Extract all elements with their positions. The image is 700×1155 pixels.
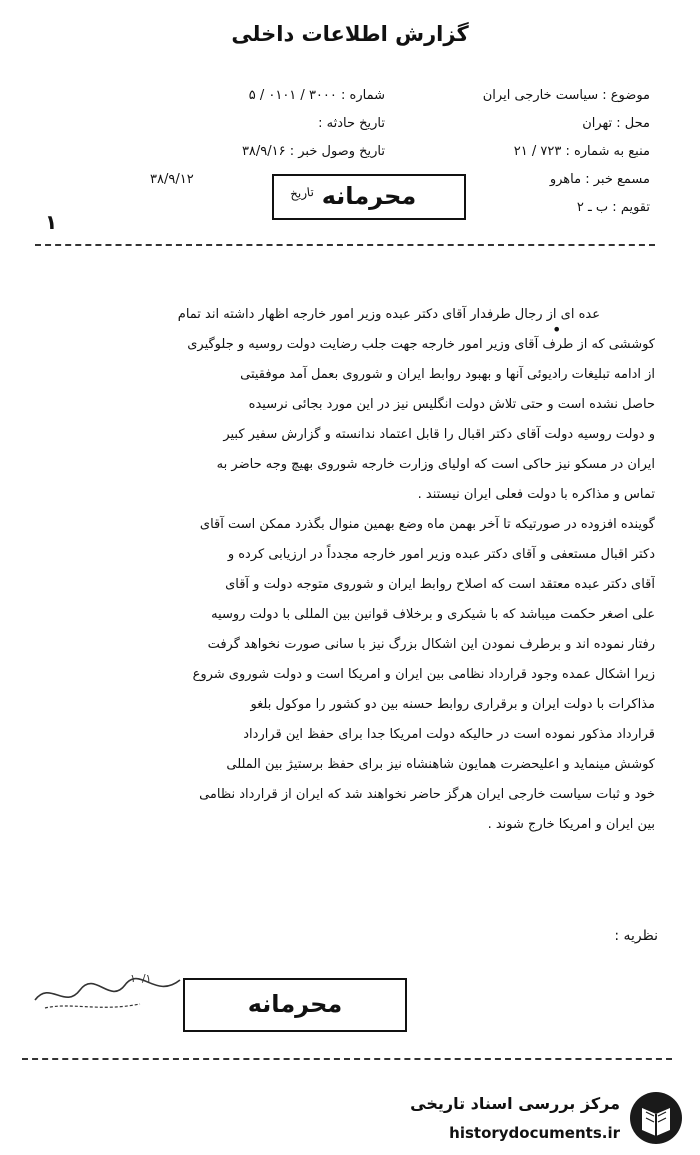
meta-source-number: منبع به شماره : ۷۲۳ / ۲۱ <box>513 144 650 159</box>
body-line: ایران در مسکو نیز حاکی است که اولیای وزارت خارجه شوروی بهیچ وجه حاضر به <box>216 457 655 472</box>
website-url: historydocuments.ir <box>449 1124 620 1142</box>
body-line: آقای دکتر عبده معتقد است که اصلاح روابط ایران و شوروی متوجه دولت و آقای <box>225 577 655 592</box>
body-line: عده ای از رجال طرفدار آقای دکتر عبده وزیر امور خارجه اظهار داشته اند تمام <box>177 307 600 322</box>
body-line: کوششی که از طرف آقای وزیر امور خارجه جهت جلب رضایت دولت روسیه و جلوگیری <box>187 337 655 352</box>
meta-second-date: ۳۸/۹/۱۲ <box>150 172 194 187</box>
confidential-stamp-bottom: محرمانه <box>183 978 407 1032</box>
body-line: تماس و مذاکره با دولت فعلی ایران نیستند . <box>417 487 655 502</box>
bottom-divider <box>22 1058 672 1060</box>
body-line: و دولت روسیه دولت آقای دکتر اقبال را قابل اعتماد ندانسته و گزارش سفیر کبیر <box>223 427 655 442</box>
body-line: از ادامه تبلیغات رادیوئی آنها و بهبود روابط ایران و شوروی بعمل آمد موفقیتی <box>240 367 655 382</box>
body-line: خود و ثبات سیاست خارجی ایران هرگز حاضر نخواهند شد که ایران از قرارداد نظامی <box>199 787 655 802</box>
meta-location: محل : تهران <box>582 116 650 131</box>
book-logo-icon <box>628 1090 684 1146</box>
body-line: دکتر اقبال مستعفی و آقای دکتر عبده وزیر امور خارجه مجدداً در ارزیابی کرده و <box>227 547 655 562</box>
confidential-stamp-top: محرمانه <box>272 174 466 220</box>
meta-reporter: مسمع خبر : ماهرو <box>549 172 650 187</box>
body-line: مذاکرات با دولت ایران و برقراری روابط حسنه بین دو کشور را موکول بلغو <box>250 697 655 712</box>
meta-number: شماره : ۳۰۰۰ / ۰۱۰۱ / ۵ <box>248 88 385 103</box>
body-line: گوینده افزوده در صورتیکه تا آخر بهمن ماه وضع بهمین منوال بگذرد ممکن است آقای <box>199 517 655 532</box>
meta-subject: موضوع : سیاست خارجی ایران <box>482 88 650 103</box>
signature-note: ۱۰/۱ <box>130 972 152 985</box>
body-line: علی اصغر حکمت میباشد که با شیکری و برخلاف قوانین بین المللی با دولت روسیه <box>211 607 655 622</box>
body-line: قرارداد مذکور نموده است در حالیکه دولت امریکا جدا برای حفظ این قرارداد <box>243 727 655 742</box>
opinion-label: نظریه : <box>614 928 658 944</box>
side-mark: ۱ <box>45 210 58 234</box>
body-line: بین ایران و امریکا خارج شوند . <box>487 817 655 832</box>
body-line: حاصل نشده است و حتی تلاش دولت انگلیس نیز در این مورد بجائی نرسیده <box>248 397 655 412</box>
body-line: زیرا اشکال عمده وجود قرارداد نظامی بین ایران و امریکا است و دولت شوروی شروع <box>192 667 655 682</box>
bullet-dot: • <box>552 320 562 339</box>
stamp-date-label: تاریخ <box>289 184 315 202</box>
handwritten-signature <box>30 960 190 1020</box>
document-title: گزارش اطلاعات داخلی <box>231 22 469 46</box>
meta-receipt-date: تاریخ وصول خبر : ۳۸/۹/۱۶ <box>241 144 385 159</box>
meta-incident-date: تاریخ حادثه : <box>318 116 385 131</box>
body-line: رفتار نموده اند و برطرف نمودن این اشکال بزرگ نیز با سانی صورت نخواهد گرفت <box>207 637 655 652</box>
body-line: کوشش مینماید و اعلیحضرت همایون شاهنشاه نیز برای حفظ برستیژ بین المللی <box>226 757 655 772</box>
meta-evaluation: تقویم : ب ـ ۲ <box>576 200 650 215</box>
org-name: مرکز بررسی اسناد تاریخی <box>410 1094 620 1113</box>
report-body <box>55 300 655 840</box>
top-divider <box>35 244 655 246</box>
